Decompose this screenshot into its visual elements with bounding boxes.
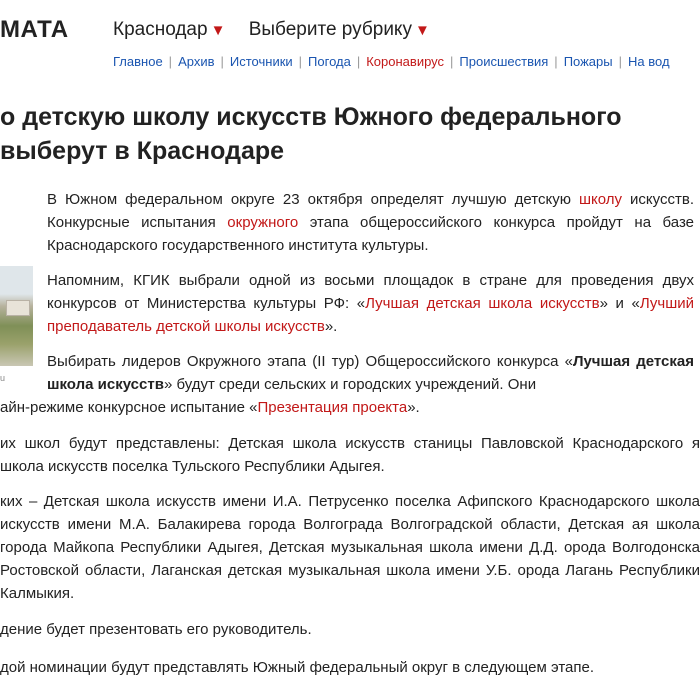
chevron-down-icon: ▼ <box>210 22 226 39</box>
paragraph-2 <box>47 269 694 338</box>
top-nav <box>113 19 448 41</box>
article-title-line: выберут в Краснодаре <box>0 137 285 165</box>
paragraph-4: их школ будут представлены: Детская школа искусств станицы Павловской Краснодарского я школа искусств поселка Тульского Республики Адыгея. <box>0 435 700 475</box>
menu-item-weather[interactable]: Погода <box>308 54 351 69</box>
text: ». <box>324 318 338 335</box>
site-logo[interactable]: МАТА <box>0 16 69 43</box>
menu-item-fires[interactable]: Пожары <box>563 54 613 69</box>
menu-item-main[interactable]: Главное <box>113 54 163 69</box>
text: » будут среди сельских и городских учреждений. Они <box>163 376 537 393</box>
menu-item-sources[interactable]: Источники <box>229 54 293 69</box>
paragraph-1 <box>47 188 694 257</box>
link-best-school[interactable]: Лучшая детская школа искусств <box>365 295 600 312</box>
text: Напомним, КГИК выбрали одной из восьми площадок в стране для проведения двух конкурсов от Министерства культуры РФ: « <box>47 272 694 312</box>
menu-separator: | <box>356 54 361 69</box>
menu-separator: | <box>554 54 558 69</box>
article-title-line: о детскую школу искусств Южного федерального <box>0 103 622 131</box>
image-caption: u <box>0 373 6 383</box>
article-image[interactable] <box>0 266 33 366</box>
link-school[interactable]: школу <box>578 191 623 208</box>
menu-item-on-water[interactable]: На вод <box>628 54 670 69</box>
text: Выбирать лидеров Окружного этапа (II тур) Общероссийского конкурса « <box>47 353 573 370</box>
menu-item-coronavirus[interactable]: Коронавирус <box>366 54 445 69</box>
bold-contest-name: Лучшая детская школа искусств <box>47 353 694 393</box>
paragraph-6: дение будет презентовать его руководитель. <box>0 621 312 638</box>
region-dropdown[interactable] <box>113 19 225 40</box>
text: » и « <box>599 295 640 312</box>
paragraph-7: дой номинации будут представлять Южный федеральный округ в следующем этапе. <box>0 659 595 676</box>
menu-item-archive[interactable]: Архив <box>178 54 215 69</box>
region-label: Краснодар <box>113 19 208 40</box>
text: искусств. Конкурсные испытания <box>47 191 694 231</box>
menu-separator: | <box>450 54 454 69</box>
menu-item-incidents[interactable]: Происшествия <box>459 54 549 69</box>
text: ». <box>407 399 420 416</box>
text: айн-режиме конкурсное испытание « <box>0 399 258 416</box>
building-shape <box>6 300 30 316</box>
category-menu <box>113 54 670 69</box>
menu-separator: | <box>618 54 623 69</box>
menu-separator: | <box>298 54 303 69</box>
rubric-dropdown[interactable] <box>249 19 430 40</box>
link-best-teacher[interactable]: Лучший преподаватель детской школы искусств <box>47 295 694 335</box>
text: В Южном федеральном округе 23 октября определят лучшую детскую <box>47 191 579 208</box>
paragraph-3 <box>47 350 694 396</box>
link-project-presentation[interactable]: Презентация проекта <box>257 399 408 416</box>
link-district[interactable]: окружного <box>227 214 299 231</box>
rubric-label: Выберите рубрику <box>248 19 412 40</box>
menu-separator: | <box>168 54 173 69</box>
text: этапа общероссийского конкурса пройдут на базе Краснодарского государственного института культуры. <box>47 214 695 254</box>
paragraph-3-cont <box>0 396 700 419</box>
menu-separator: | <box>220 54 224 69</box>
paragraph-5: ких – Детская школа искусств имени И.А. Петрусенко поселка Афипского Краснодарского школа искусств имени М.А. Балакирева города Волгограда Волгоградской области, Детская ая школа города Майкопа Республики Адыгея, Детская музыкальная школа имени Д.Д. орода Волгодонска Ростовской области, Лаганская детская музыкальная школа имени У.Б. орода Лагань Республики Калмыкия. <box>0 493 700 602</box>
chevron-down-icon: ▼ <box>414 22 430 39</box>
article-title <box>0 100 700 168</box>
